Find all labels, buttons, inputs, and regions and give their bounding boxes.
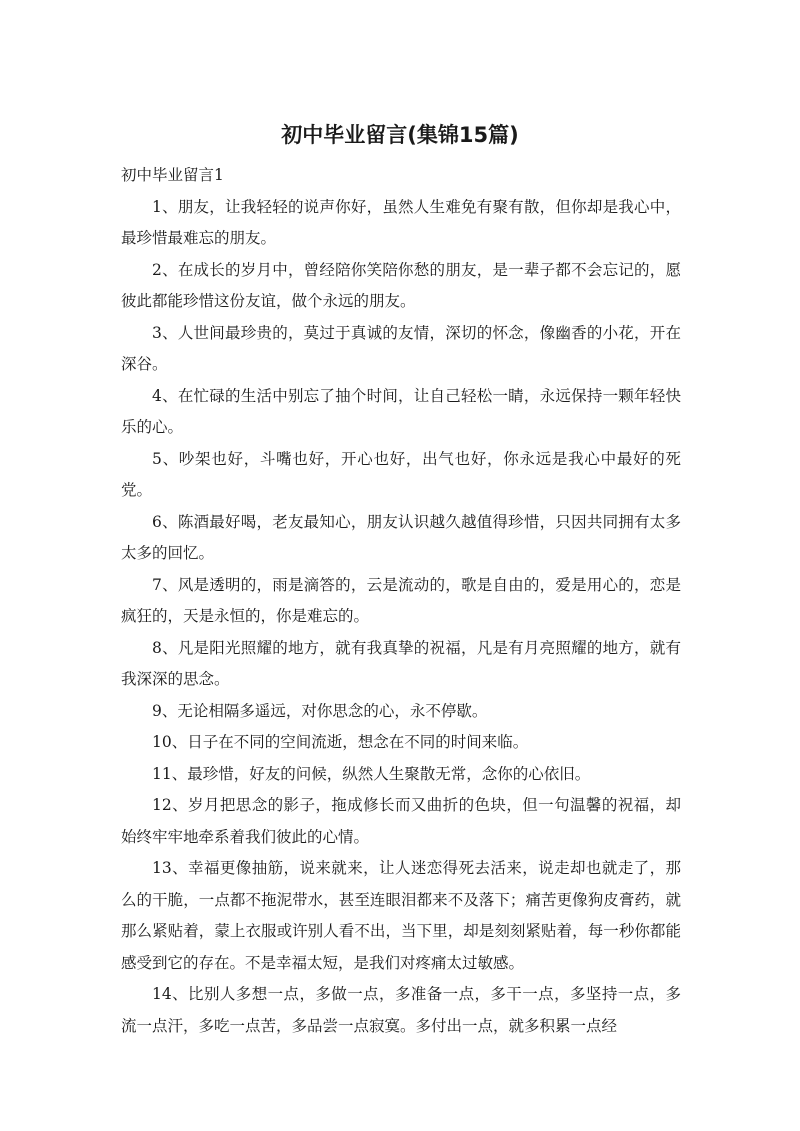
section-heading: 初中毕业留言1 xyxy=(121,166,224,184)
paragraph-7: 7、风是透明的，雨是滴答的，云是流动的，歌是自由的，爱是用心的，恋是疯狂的，天是永恒的，你是难忘的。 xyxy=(121,575,681,625)
paragraph-1: 1、朋友，让我轻轻的说声你好，虽然人生难免有聚有散，但你却是我心中，最珍惜最难忘的朋友。 xyxy=(121,197,681,247)
document-body xyxy=(121,160,681,1042)
document-title: 初中毕业留言(集锦15篇) xyxy=(281,123,519,147)
paragraph-12: 12、岁月把思念的影子，拖成修长而又曲折的色块，但一句温馨的祝福，却始终牢牢地牵系着我们彼此的心情。 xyxy=(121,796,681,846)
paragraph-11: 11、最珍惜，好友的问候，纵然人生聚散无常，念你的心依旧。 xyxy=(152,764,591,783)
paragraph-14: 14、比别人多想一点，多做一点，多准备一点，多干一点，多坚持一点，多流一点汗，多吃一点苦，多品尝一点寂寞。多付出一点，就多积累一点经 xyxy=(121,985,681,1035)
paragraph-8: 8、凡是阳光照耀的地方，就有我真挚的祝福，凡是有月亮照耀的地方，就有我深深的思念。 xyxy=(121,638,681,688)
paragraph-6: 6、陈酒最好喝，老友最知心，朋友认识越久越值得珍惜，只因共同拥有太多太多的回忆。 xyxy=(121,512,681,562)
paragraph-13: 13、幸福更像抽筋，说来就来，让人迷恋得死去活来，说走却也就走了，那么的干脆，一点都不拖泥带水，甚至连眼泪都来不及落下；痛苦更像狗皮膏药，就那么紧贴着，蒙上衣服或许别人看不出，当下里，却是刻刻紧贴着，每一秒你都能感受到它的存在。不是幸福太短，是我们对疼痛太过敏感。 xyxy=(121,859,681,972)
paragraph-10: 10、日子在不同的空间流逝，想念在不同的时间来临。 xyxy=(152,733,529,751)
paragraph-4: 4、在忙碌的生活中别忘了抽个时间，让自己轻松一睛，永远保持一颗年轻快乐的心。 xyxy=(121,386,681,436)
paragraph-5: 5、吵架也好，斗嘴也好，开心也好，出气也好，你永远是我心中最好的死党。 xyxy=(121,449,681,499)
paragraph-9: 9、无论相隔多遥远，对你思念的心，永不停歇。 xyxy=(152,701,488,720)
paragraph-2: 2、在成长的岁月中，曾经陪你笑陪你愁的朋友，是一辈子都不会忘记的，愿彼此都能珍惜这份友谊，做个永远的朋友。 xyxy=(121,260,681,310)
paragraph-3: 3、人世间最珍贵的，莫过于真诚的友情，深切的怀念，像幽香的小花，开在深谷。 xyxy=(121,323,681,373)
